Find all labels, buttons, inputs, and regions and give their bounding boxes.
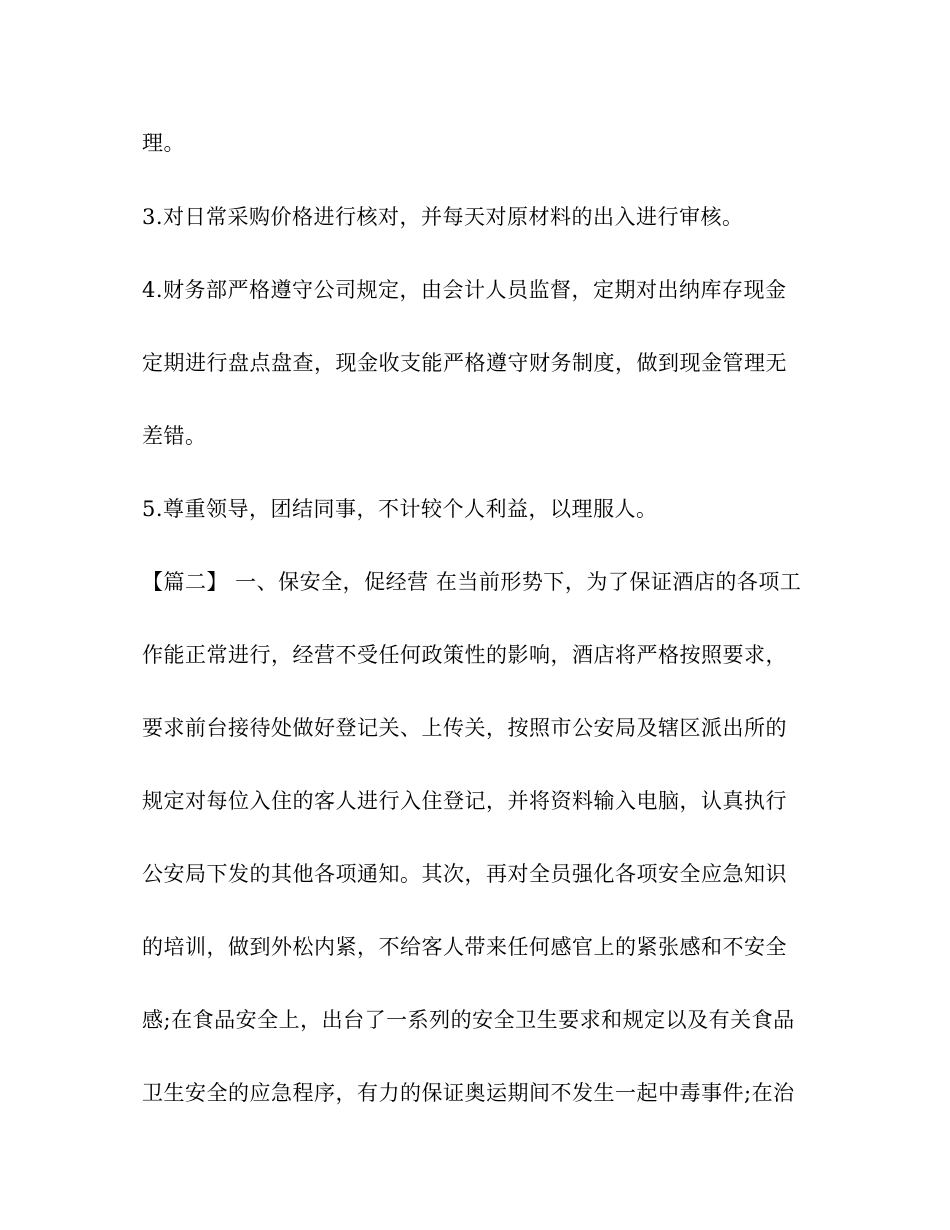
text-line: 卫生安全的应急程序，有力的保证奥运期间不发生一起中毒事件;在治 [142, 1081, 795, 1105]
text-line: 规定对每位入住的客人进行入住登记，并将资料输入电脑，认真执行 [142, 789, 787, 813]
text-line: 差错。 [142, 424, 207, 448]
text-line: 3.对日常采购价格进行核对，并每天对原材料的出入进行审核。 [142, 205, 744, 229]
text-line: 【篇二】 一、保安全，促经营 在当前形势下，为了保证酒店的各项工 [142, 570, 802, 594]
text-line: 定期进行盘点盘查，现金收支能严格遵守财务制度，做到现金管理无 [142, 351, 787, 375]
text-line: 的培训，做到外松内紧，不给客人带来任何感官上的紧张感和不安全 [142, 935, 787, 959]
text-line: 5.尊重领导，团结同事，不计较个人利益，以理服人。 [142, 497, 658, 521]
text-line: 感;在食品安全上，出台了一系列的安全卫生要求和规定以及有关食品 [142, 1008, 795, 1032]
text-line: 4.财务部严格遵守公司规定，由会计人员监督，定期对出纳库存现金 [142, 278, 787, 302]
text-line: 理。 [142, 131, 185, 155]
text-line: 要求前台接待处做好登记关、上传关，按照市公安局及辖区派出所的 [142, 716, 787, 740]
text-line: 公安局下发的其他各项通知。其次，再对全员强化各项安全应急知识 [142, 862, 787, 886]
text-line: 作能正常进行，经营不受任何政策性的影响，酒店将严格按照要求， [142, 643, 787, 667]
